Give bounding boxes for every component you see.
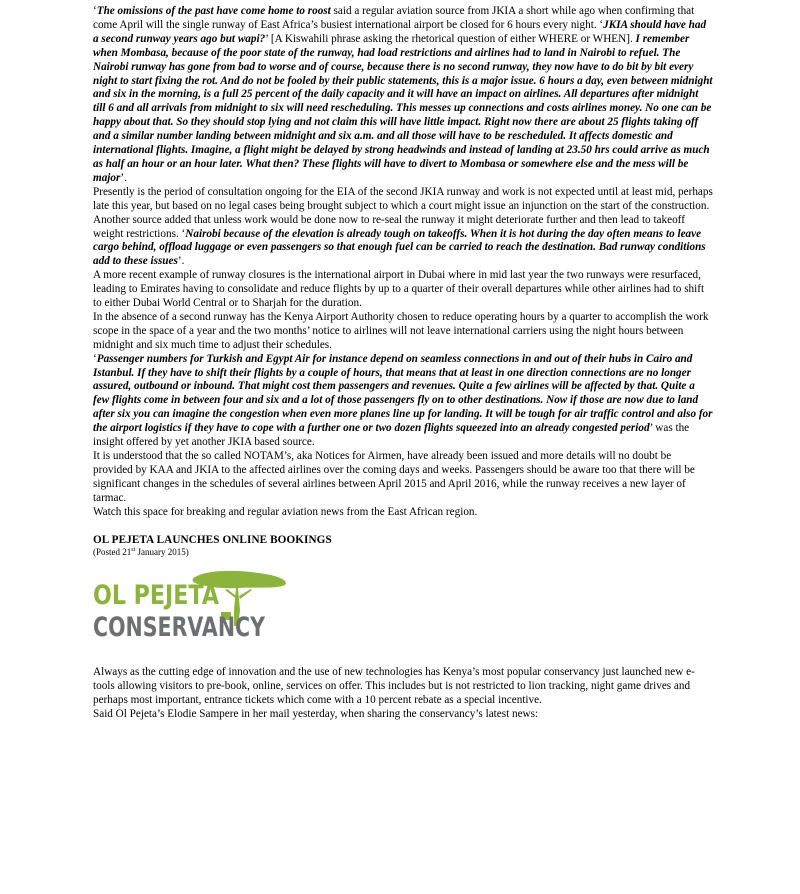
quote-mombasa: I remember when Mombasa, because of the poor state of the runway, had load restrictions and airlines had to land in Nairobi to refuel. The Nairobi runway has gone from bad to worse and of course, because there is no second runway, they now have to do bit by bit every night to start fixing the rot. And do not be fooled by their public statements, this is a major issue. 6 hours a day, even between midnight and six in the morning, is a full 25 percent of the daily capacity and it will have an impact on airlines. All departures after midnight till 6 and all arrivals from midnight to six will need rescheduling. This messes up connections and costs airlines money. No one can be happy about that. So they should stop lying and not claim this will have little impact. Right now there are about 25 flights taking off and a similar number landing between midnight and six a.m. and all those will have to be rescheduled. It affects domestic and international flights. Imagine, a flight might be delayed by strong headwinds and instead of landing at 23.50 hrs could arrive as much as half an hour or an hour later. What then? These flights will have to divert to Mombasa or somewhere else and the mess will be major [93, 32, 713, 184]
article-paragraph-1: ‘The omissions of the past have come home to roost said a regular aviation source from JKIA a short while ago when confirming that come April will the single runway of East Africa’s busiest international airport be closed for 6 hours every night. ‘JKIA should have had a second runway years ago but wapi?’ [A Kiswahili phrase asking the rhetorical question of either WHERE or WHEN]. I remember when Mombasa, because of the poor state of the runway, had load restrictions and airlines had to land in Nairobi to refuel. The Nairobi runway has gone from bad to worse and of course, because there is no second runway, they now have to do bit by bit every night to start fixing the rot. And do not be fooled by their public statements, this is a major issue. 6 hours a day, even between midnight and six in the morning, is a full 25 percent of the daily capacity and it will have an impact on airlines. All departures after midnight till 6 and all arrivals from midnight to six will need rescheduling. This messes up connections and costs airlines money. No one can be happy about that. So they should stop lying and not claim this will have little impact. Right now there are about 25 flights taking off and a similar number landing between midnight and six a.m. and all those will have to be rescheduled. It affects domestic and international flights. Imagine, a flight might be delayed by strong headwinds and instead of landing at 23.50 hrs could arrive as much as half an hour or an hour later. What then? These flights will have to divert to Mombasa or somewhere else and the mess will be major’. [93, 5, 713, 184]
article-paragraph-5: In the absence of a second runway has the Kenya Airport Authority chosen to reduce operating hours by a quarter to accomplish the work scope in the space of a year and the two months’ notice to airlines will not leave international carriers using the night hours between midnight and six much time to adjust their schedules. [93, 310, 709, 351]
section2-paragraph-1: Always as the cutting edge of innovation and the use of new technologies has Kenya’s most popular conservancy just launched new e-tools allowing visitors to pre-book, online, services on offer. This includes but is not restricted to lion tracking, night game drives and perhaps most important, entrance tickets which come with a 10 percent rebate as a special incentive. [93, 666, 695, 707]
section2-paragraph-2: Said Ol Pejeta’s Elodie Sampere in her mail yesterday, when sharing the conservancy’s latest news: [93, 708, 539, 721]
text-segment: January 2015) [135, 547, 189, 558]
posted-date [93, 547, 713, 558]
article-paragraph-3 [93, 214, 713, 270]
text-segment: said a regular aviation source from JKIA a short while ago when confirming that come April will the single runway of East Africa’s busiest international airport be closed for 6 hours every night. ‘ [93, 5, 695, 31]
text-segment: ’ was the insight offered by yet another JKIA based source. [93, 422, 690, 449]
logo-text-ol-pejeta: OL PEJETA [93, 580, 220, 612]
section-headline: OL PEJETA LAUNCHES ONLINE BOOKINGS [93, 533, 332, 546]
article-paragraph-6 [93, 353, 713, 450]
logo-text-conservancy: CONSERVANCY [93, 612, 266, 644]
article-page [93, 5, 713, 722]
article-paragraph-7: It is understood that the so called NOTAM’s, aka Notices for Airmen, have already been issued and more details will no doubt be provided by KAA and JKIA to the affected airlines over the coming days and weeks. Passengers should be aware too that there will be significant changes in the schedules of several airlines between April 2015 and April 2016, while the runway receives a new layer of tarmac. [93, 450, 695, 504]
ol-pejeta-logo [93, 570, 293, 642]
article-paragraph-8: Watch this space for breaking and regular aviation news from the East African region. [93, 505, 478, 518]
text-segment: (Posted 21 [93, 547, 132, 558]
article-paragraph-2: Presently is the period of consultation ongoing for the EIA of the second JKIA runway and work is not expected until at least mid, perhaps late this year, but based on no legal cases being brought subject to which a court might issue an injunction on the start of the construction. [93, 185, 713, 212]
text-segment: [A Kiswahili phrase asking the rhetorical question of either WHERE or WHEN]. [268, 32, 636, 45]
quote-roost: The omissions of the past have come home to roost [96, 5, 331, 17]
date-suffix: st [131, 547, 136, 554]
article-paragraph-4: A more recent example of runway closures is the international airport in Dubai where in mid last year the two runways were resurfaced, leading to Emirates having to consolidate and reduce flights by up to a quarter of their overall departures while other airlines had to shift to either Dubai World Central or to Sharjah for the duration. [93, 269, 705, 310]
quote-elevation: Nairobi because of the elevation is already tough on takeoffs. When it is hot during the day often means to leave cargo behind, offload luggage or even passengers so that enough fuel can be carried to reach the destination. Bad runway conditions add to these issues [93, 227, 706, 268]
text-segment: ‘ [93, 352, 97, 365]
quote-wapi: JKIA should have had a second runway years ago but wapi? [93, 18, 707, 45]
quote-passenger-numbers: Passenger numbers for Turkish and Egypt Air for instance depend on seamless connections in and out of their hubs in Cairo and Istanbul. If they have to shift their flights by a couple of hours, that means that at least in one direction connections are no longer assured, outbound or inbound. That might cost them passengers and revenues. Quite a few airlines will be affected by that. Quite a few flights come in between four and six and a lot of those passengers fly on to other destinations. Now if those are now due to land after six you can imagine the congestion when even more planes line up for landing. It will be tough for air traffic control and also for the airport logistics if they have to cope with a further one or two dozen flights squeezed into an already congested period [93, 352, 713, 435]
text-segment: ’. [177, 255, 185, 268]
text-segment: ’. [120, 171, 127, 184]
text-segment: Another source added that unless work would be done now to re-seal the runway it might deteriorate further and then lead to takeoff weight restrictions. ‘ [93, 213, 685, 240]
